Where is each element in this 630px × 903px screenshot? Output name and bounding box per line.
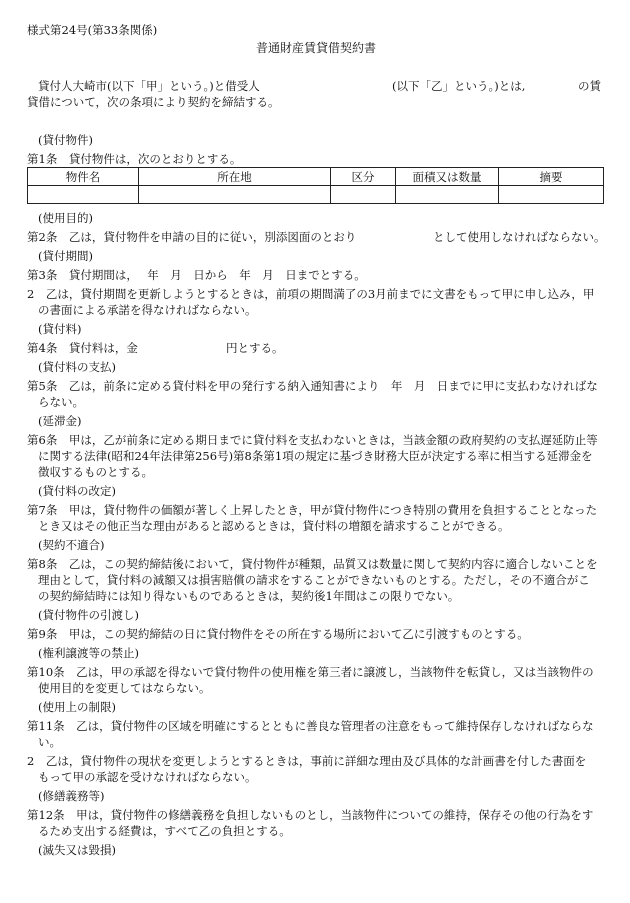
text-line: 使用目的を変更してはならない。 [38,681,211,695]
text-line: (貸付料の改定) [38,484,116,498]
table-cell [396,186,499,204]
table-cell [499,186,604,204]
header-property-name: 物件名 [28,168,139,186]
header-area-quantity: 面積又は数量 [396,168,499,186]
text-line: 2 乙は，貸付物件の現状を変更しようとするときは，事前に詳細な理由及び具体的な計画書を付した書面を [27,754,587,768]
text-line: い。 [38,735,61,749]
intro-part-2: (以下「乙」という。)とは, [392,79,526,93]
table-cell [331,186,396,204]
text-line: (貸付物件の引渡し) [38,608,139,622]
text-line: 理由として，貸付料の減額又は損害賠償の請求をすることができないものとする。ただし，その不適合がこ [38,573,590,587]
text-line: 第3条 貸付期間は， 年 月 日から 年 月 日までとする。 [27,268,366,282]
table-row [28,186,604,204]
text-line: 第5条 乙は，前条に定める貸付料を甲の発行する納入通知書により 年 月 日までに甲に支払わなければな [27,379,598,393]
text-line: らない。 [38,395,84,409]
text-line: の契約締結時には知り得ないものであるときは，契約後1年間はこの限りでない。 [38,589,460,603]
text-line: 第8条 乙は，この契約締結後において，貸付物件が種類，品質又は数量に関して契約内容に適合しないことを [27,557,598,571]
intro-line-2: 貸借について，次の条項により契約を締結する。 [27,95,280,109]
text-line: 第9条 甲は，この契約締結の日に貸付物件をその所在する場所において乙に引渡すものとする。 [27,627,529,641]
text-line: もって甲の承認を受けなければならない。 [38,770,257,784]
text-line: (修繕義務等) [38,789,105,803]
text-line: 第2条 乙は，貸付物件を申請の目的に従い，別添図面のとおり [27,230,357,244]
text-line: (貸付料) [38,322,82,336]
text-line: (貸付料の支払) [38,360,116,374]
text-line: (滅失又は毀損) [38,843,116,857]
text-line: (契約不適合) [38,538,105,552]
text-line: 第11条 乙は，貸付物件の区域を明確にするとともに善良な管理者の注意をもって維持保存しなければならな [27,719,594,733]
text-line: 第4条 貸付料は，金 [27,341,138,355]
property-table [27,167,604,204]
text-line: 第6条 甲は，乙が前条に定める期日までに貸付料を支払わないときは，当該金額の政府契約の支払遅延防止等 [27,433,598,447]
text-line: 円とする。 [226,341,284,355]
text-line: とき又はその他正当な理由があると認めるときは，貸付料の増額を請求することができる。 [38,519,510,533]
text-line: 第12条 甲は，貸付物件の修繕義務を負担しないものとし，当該物件についての維持，保存その他の行為をす [27,808,594,822]
header-location: 所在地 [139,168,331,186]
text-line: (貸付物件) [38,133,93,147]
text-line: 第7条 甲は，貸付物件の価額が著しく上昇したとき，甲が貸付物件につき特別の費用を負担することとなった [27,503,598,517]
text-line: (使用目的) [38,211,93,225]
form-number: 様式第24号(第33条関係) [27,23,158,37]
header-category: 区分 [331,168,396,186]
text-line: (使用上の制限) [38,700,116,714]
text-line: として使用しなければならない。 [433,230,606,244]
text-line: (貸付期間) [38,249,93,263]
header-remarks: 摘要 [499,168,604,186]
text-line: 徴収するものとする。 [38,465,153,479]
table-cell [28,186,139,204]
text-line: るため支出する経費は，すべて乙の負担とする。 [38,824,291,838]
text-line: 2 乙は，貸付期間を更新しようとするときは，前項の期間満了の3月前までに文書をもって甲に申し込み，甲 [27,287,595,301]
text-line: の書面による承諾を得なければならない。 [38,303,257,317]
intro-part-3: の賃 [578,79,601,93]
intro-part-1: 貸付人大崎市(以下「甲」という。)と借受人 [38,79,260,93]
text-line: (権利譲渡等の禁止) [38,646,139,660]
table-header-row [28,168,604,186]
text-line: (延滞金) [38,414,82,428]
text-line: に関する法律(昭和24年法律第256号)第8条第1項の規定に基づき財務大臣が決定する率に相当する延滞金を [38,449,593,463]
text-line: 第1条 貸付物件は，次のとおりとする。 [27,152,242,166]
document-title: 普通財産賃貸借契約書 [256,41,377,55]
table-cell [139,186,331,204]
text-line: 第10条 乙は，甲の承認を得ないで貸付物件の使用権を第三者に譲渡し，当該物件を転貸し，又は当該物件の [27,665,594,679]
